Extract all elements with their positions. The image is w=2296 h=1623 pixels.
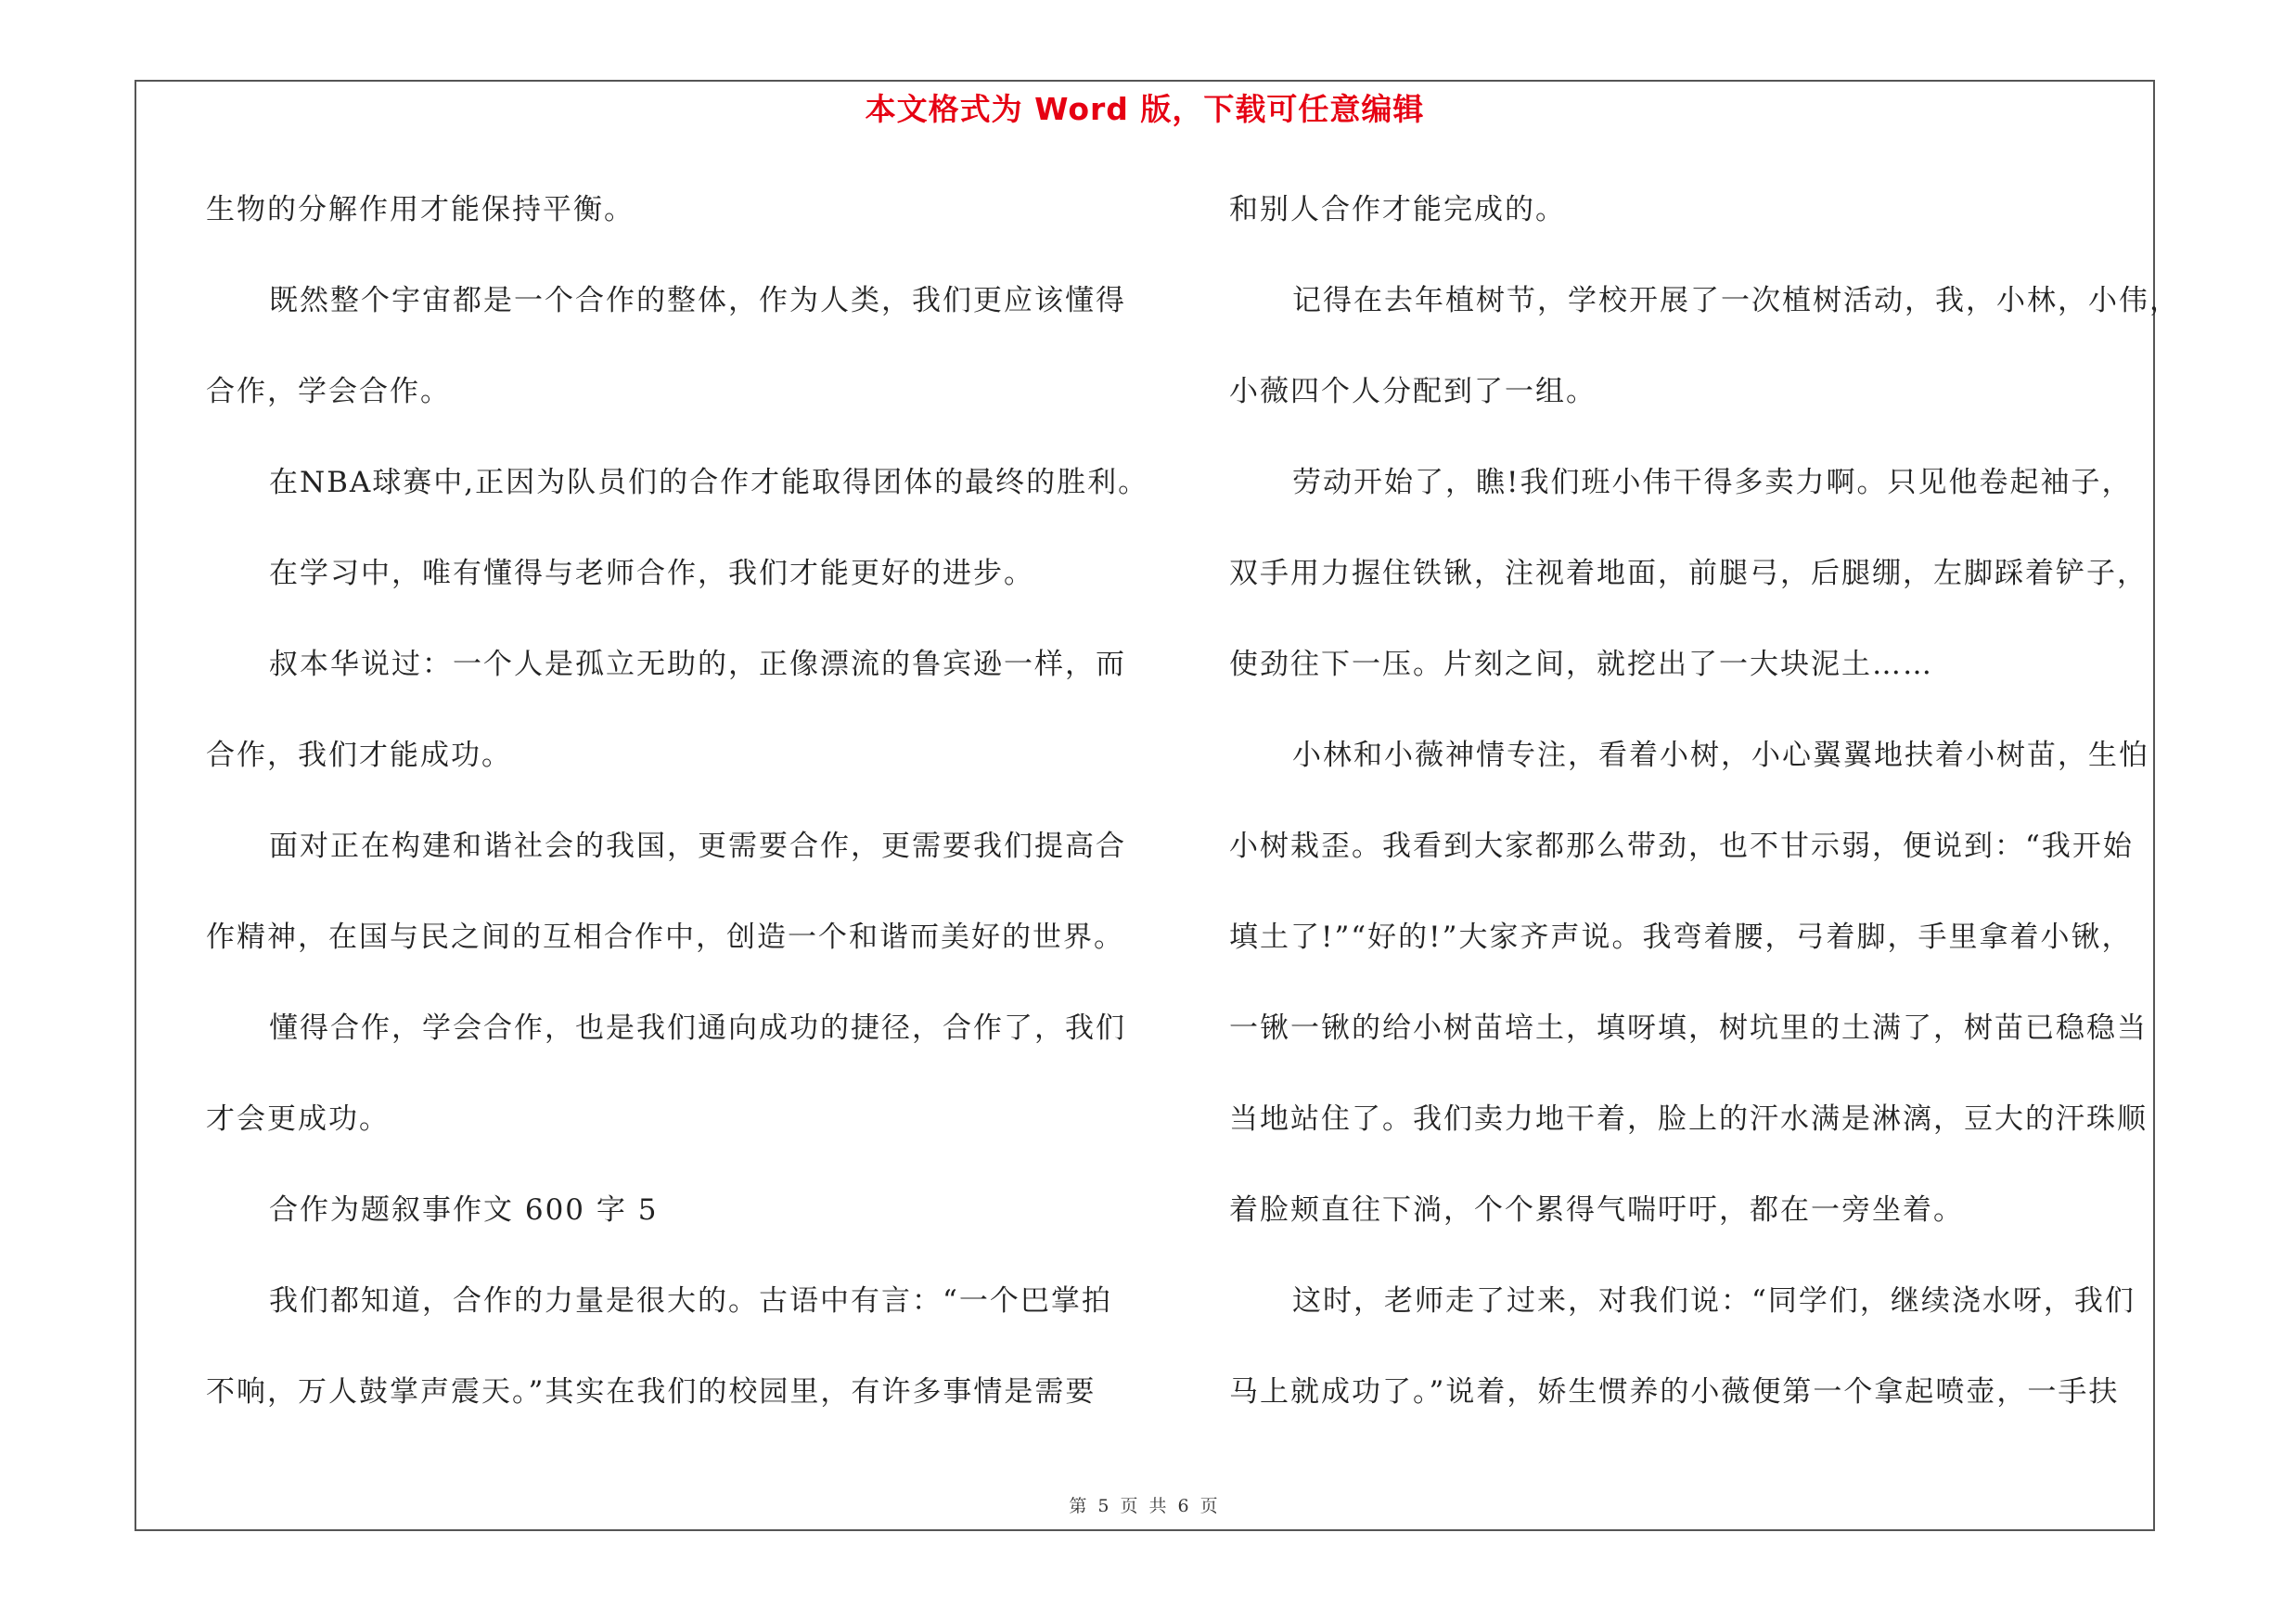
paragraph-line: 和别人合作才能完成的。 [1229, 193, 1566, 226]
paragraph-line: 既然整个宇宙都是一个合作的整体，作为人类，我们更应该懂得 [269, 284, 1126, 317]
paragraph-line: 小树栽歪。我看到大家都那么带劲，也不甘示弱，便说到：“我开始 [1229, 830, 2134, 863]
paragraph-line: 面对正在构建和谐社会的我国，更需要合作，更需要我们提高合 [269, 830, 1126, 863]
paragraph-line: 这时，老师走了过来，对我们说：“同学们，继续浇水呀，我们 [1292, 1284, 2136, 1318]
paragraph-line: 当地站住了。我们卖力地干着，脸上的汗水满是淋漓，豆大的汗珠顺 [1229, 1102, 2148, 1136]
paragraph-line: 马上就成功了。”说着，娇生惯养的小薇便第一个拿起喷壶，一手扶 [1229, 1375, 2120, 1409]
paragraph-line: 填土了!”“好的!”大家齐声说。我弯着腰，弓着脚，手里拿着小锹， [1229, 921, 2133, 954]
paragraph-line: 在NBA球赛中,正因为队员们的合作才能取得团体的最终的胜利。 [269, 466, 1149, 499]
paragraph-line: 合作，我们才能成功。 [206, 739, 512, 772]
paragraph-line: 在学习中，唯有懂得与老师合作，我们才能更好的进步。 [269, 557, 1034, 590]
paragraph-line: 我们都知道，合作的力量是很大的。古语中有言：“一个巴掌拍 [269, 1284, 1112, 1318]
paragraph-line: 一锹一锹的给小树苗培土，填呀填，树坑里的土满了，树苗已稳稳当 [1229, 1011, 2148, 1045]
paragraph-line: 作精神，在国与民之间的互相合作中，创造一个和谐而美好的世界。 [206, 921, 1124, 954]
paragraph-line: 不响，万人鼓掌声震天。”其实在我们的校园里，有许多事情是需要 [206, 1375, 1097, 1409]
paragraph-line: 记得在去年植树节，学校开展了一次植树活动，我，小林，小伟， [1292, 284, 2180, 317]
right-text-column [1229, 181, 2194, 1454]
header-banner: 本文格式为 Word 版，下载可任意编辑 [865, 91, 1425, 127]
paragraph-line: 懂得合作，学会合作，也是我们通向成功的捷径，合作了，我们 [269, 1011, 1126, 1045]
paragraph-line: 小林和小薇神情专注，看着小树，小心翼翼地扶着小树苗，生怕 [1292, 739, 2149, 772]
paragraph-line: 劳动开始了，瞧!我们班小伟干得多卖力啊。只见他卷起袖子， [1292, 466, 2133, 499]
paragraph-line: 合作为题叙事作文 600 字 5 [269, 1193, 659, 1227]
paragraph-line: 生物的分解作用才能保持平衡。 [206, 193, 635, 226]
paragraph-line: 小薇四个人分配到了一组。 [1229, 375, 1597, 408]
paragraph-line: 才会更成功。 [206, 1102, 390, 1136]
paragraph-line: 双手用力握住铁锹，注视着地面，前腿弓，后腿绷，左脚踩着铲子， [1229, 557, 2148, 590]
paragraph-line: 叔本华说过：一个人是孤立无助的，正像漂流的鲁宾逊一样，而 [269, 648, 1126, 681]
paragraph-line: 使劲往下一压。片刻之间，就挖出了一大块泥土…… [1229, 648, 1933, 681]
paragraph-line: 合作，学会合作。 [206, 375, 451, 408]
page-number-footer: 第 5 页 共 6 页 [1069, 1496, 1221, 1516]
left-text-column [206, 181, 1171, 1454]
paragraph-line: 着脸颊直往下淌，个个累得气喘吁吁，都在一旁坐着。 [1229, 1193, 1964, 1227]
